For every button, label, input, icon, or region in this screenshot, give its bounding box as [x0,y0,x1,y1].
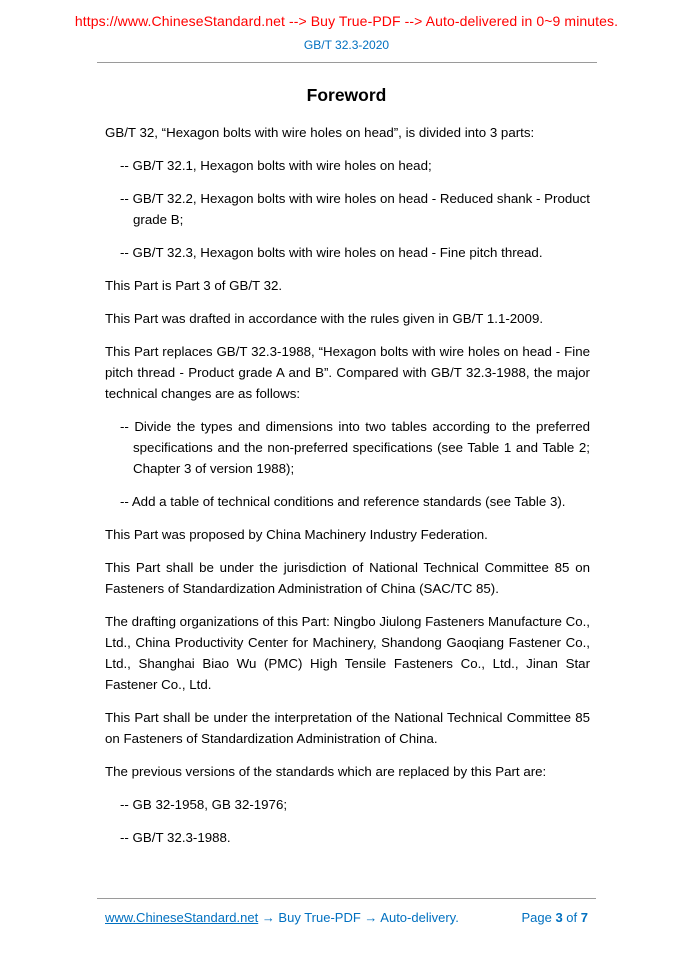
foreword-list-item: -- Add a table of technical conditions and reference standards (see Table 3). [120,494,566,509]
page-number: 3 [555,910,563,925]
foreword-list-item: -- GB/T 32.1, Hexagon bolts with wire holes on head; [120,158,432,173]
foreword-paragraph: This Part shall be under the jurisdiction of National Technical Committee 85 on Fasteners of Standardization Administration of China (SAC/TC 85). [105,560,590,596]
foreword-list-item: -- GB 32-1958, GB 32-1976; [120,797,288,812]
doc-code: GB/T 32.3-2020 [303,38,390,52]
total-pages: 7 [580,910,588,925]
foreword-paragraph: This Part is Part 3 of GB/T 32. [105,278,283,293]
foreword-list-item: -- GB/T 32.3-1988. [120,830,231,845]
foreword-list-item: -- Divide the types and dimensions into two tables according to the preferred specifications and the non-preferred specifications (see Table 1 and Table 2; Chapter 3 of version 1988); [120,419,590,476]
footer-row [97,899,596,925]
page-indicator [521,910,588,925]
foreword-paragraph: The drafting organizations of this Part: Ningbo Jiulong Fasteners Manufacture Co., Ltd., China Productivity Center for Machinery, Shandong Gaoqiang Fastener Co., Ltd., Shanghai Biao Wu (PMC) High Tensile Fasteners Co., Ltd., Jinan Star Fastener Co., Ltd. [105,614,590,692]
of-label: of [566,910,578,925]
page-title: Foreword [306,85,387,105]
footer-site-link[interactable]: www.ChineseStandard.net [105,910,259,925]
foreword-paragraph: This Part replaces GB/T 32.3-1988, “Hexagon bolts with wire holes on head - Fine pitch thread - Product grade A and B”. Compared with GB/T 32.3-1988, the major technical changes are as follows: [105,344,590,401]
foreword-list-item: -- GB/T 32.3, Hexagon bolts with wire holes on head - Fine pitch thread. [120,245,543,260]
foreword-paragraph: The previous versions of the standards which are replaced by this Part are: [105,764,547,779]
foreword-paragraph: This Part was proposed by China Machinery Industry Federation. [105,527,488,542]
footer-tagline [105,910,459,925]
header-promo: https://www.ChineseStandard.net --> Buy True-PDF --> Auto-delivered in 0~9 minutes. [74,13,619,29]
page-label: Page [521,910,552,925]
foreword-paragraph: This Part shall be under the interpretation of the National Technical Committee 85 on Fasteners of Standardization Administration of China. [105,710,590,746]
foreword-paragraph: GB/T 32, “Hexagon bolts with wire holes on head”, is divided into 3 parts: [105,125,535,140]
footer [97,898,596,925]
foreword-list-item: -- GB/T 32.2, Hexagon bolts with wire holes on head - Reduced shank - Product grade B; [120,191,590,227]
foreword-paragraph: This Part was drafted in accordance with the rules given in GB/T 1.1-2009. [105,311,544,326]
header-divider [97,62,597,63]
footer-tagline-text: → Buy True-PDF → Auto-delivery. [258,910,459,925]
document-body [105,122,590,848]
